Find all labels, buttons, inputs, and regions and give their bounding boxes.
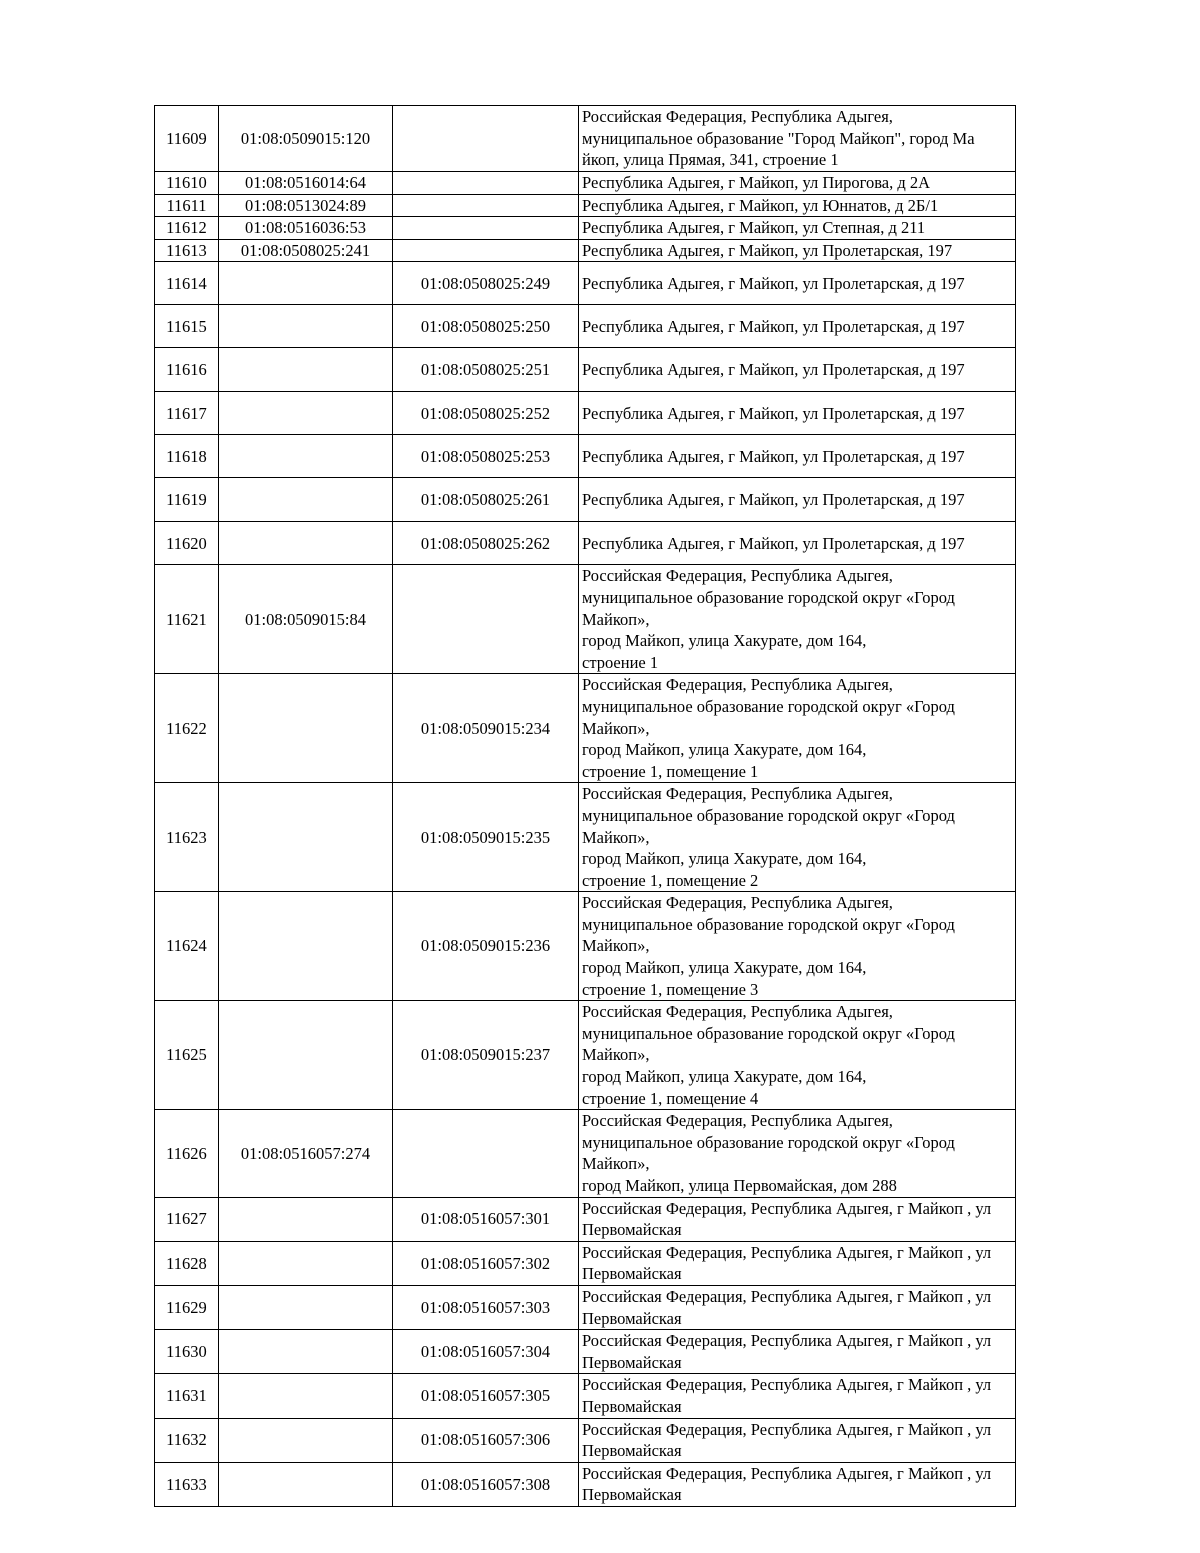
address-cell: Республика Адыгея, г Майкоп, ул Пролетарская, д 197 [579,348,1016,392]
row-number-cell: 11622 [155,674,219,783]
row-number-cell: 11613 [155,239,219,262]
building-cadastral-cell: 01:08:0516057:305 [393,1374,579,1418]
address-cell: Республика Адыгея, г Майкоп, ул Пролетарская, д 197 [579,522,1016,565]
table-row [155,239,1016,262]
address-cell: Российская Федерация, Республика Адыгея, г Майкоп , ул Первомайская [579,1418,1016,1462]
table-row [155,435,1016,478]
table-row [155,1330,1016,1374]
address-cell: Республика Адыгея, г Майкоп, ул Пирогова, д 2А [579,172,1016,195]
building-cadastral-cell: 01:08:0508025:250 [393,305,579,348]
address-cell: Российская Федерация, Республика Адыгея, г Майкоп , ул Первомайская [579,1197,1016,1241]
building-cadastral-cell [393,239,579,262]
table-row [155,106,1016,172]
address-cell: Российская Федерация, Республика Адыгея, муниципальное образование городской округ «Город Майкоп», город Майкоп, улица Хакурате, дом 164, строение 1 [579,565,1016,674]
land-cadastral-cell [219,262,393,305]
row-number-cell: 11615 [155,305,219,348]
address-cell: Российская Федерация, Республика Адыгея, муниципальное образование городской округ «Город Майкоп», город Майкоп, улица Хакурате, дом 164, строение 1, помещение 3 [579,892,1016,1001]
row-number-cell: 11612 [155,217,219,240]
row-number-cell: 11625 [155,1001,219,1110]
row-number-cell: 11618 [155,435,219,478]
table-row [155,1285,1016,1329]
row-number-cell: 11632 [155,1418,219,1462]
table-row [155,674,1016,783]
address-cell: Республика Адыгея, г Майкоп, ул Пролетарская, д 197 [579,435,1016,478]
address-cell: Республика Адыгея, г Майкоп, ул Пролетарская, д 197 [579,392,1016,435]
row-number-cell: 11626 [155,1110,219,1197]
land-cadastral-cell [219,1418,393,1462]
land-cadastral-cell [219,305,393,348]
table-row [155,1197,1016,1241]
land-cadastral-cell [219,1374,393,1418]
table-row [155,478,1016,522]
row-number-cell: 11628 [155,1241,219,1285]
building-cadastral-cell [393,106,579,172]
address-cell: Российская Федерация, Республика Адыгея, г Майкоп , ул Первомайская [579,1241,1016,1285]
land-cadastral-cell [219,348,393,392]
table-row [155,565,1016,674]
building-cadastral-cell: 01:08:0508025:262 [393,522,579,565]
row-number-cell: 11609 [155,106,219,172]
land-cadastral-cell: 01:08:0516057:274 [219,1110,393,1197]
land-cadastral-cell [219,1285,393,1329]
address-cell: Российская Федерация, Республика Адыгея, г Майкоп , ул Первомайская [579,1374,1016,1418]
table-row [155,305,1016,348]
table-row [155,392,1016,435]
row-number-cell: 11621 [155,565,219,674]
land-cadastral-cell [219,1241,393,1285]
row-number-cell: 11617 [155,392,219,435]
land-cadastral-cell: 01:08:0513024:89 [219,194,393,217]
address-cell: Российская Федерация, Республика Адыгея, г Майкоп , ул Первомайская [579,1462,1016,1506]
property-table-body [155,106,1016,1507]
row-number-cell: 11631 [155,1374,219,1418]
table-row [155,1374,1016,1418]
address-cell: Республика Адыгея, г Майкоп, ул Пролетарская, д 197 [579,305,1016,348]
land-cadastral-cell [219,478,393,522]
land-cadastral-cell [219,435,393,478]
land-cadastral-cell [219,1330,393,1374]
building-cadastral-cell: 01:08:0516057:308 [393,1462,579,1506]
address-cell: Российская Федерация, Республика Адыгея, муниципальное образование городской округ «Город Майкоп», город Майкоп, улица Хакурате, дом 164, строение 1, помещение 2 [579,783,1016,892]
building-cadastral-cell: 01:08:0508025:253 [393,435,579,478]
land-cadastral-cell: 01:08:0516014:64 [219,172,393,195]
table-row [155,1418,1016,1462]
address-cell: Республика Адыгея, г Майкоп, ул Пролетарская, д 197 [579,262,1016,305]
land-cadastral-cell [219,522,393,565]
row-number-cell: 11611 [155,194,219,217]
land-cadastral-cell [219,392,393,435]
address-cell: Российская Федерация, Республика Адыгея, муниципальное образование "Город Майкоп", город Ма йкоп, улица Прямая, 341, строение 1 [579,106,1016,172]
building-cadastral-cell: 01:08:0516057:301 [393,1197,579,1241]
building-cadastral-cell: 01:08:0509015:234 [393,674,579,783]
row-number-cell: 11620 [155,522,219,565]
row-number-cell: 11616 [155,348,219,392]
building-cadastral-cell: 01:08:0509015:237 [393,1001,579,1110]
table-row [155,1241,1016,1285]
land-cadastral-cell: 01:08:0509015:84 [219,565,393,674]
land-cadastral-cell [219,674,393,783]
building-cadastral-cell [393,172,579,195]
address-cell: Республика Адыгея, г Майкоп, ул Юннатов, д 2Б/1 [579,194,1016,217]
table-row [155,1110,1016,1197]
building-cadastral-cell: 01:08:0516057:303 [393,1285,579,1329]
building-cadastral-cell [393,217,579,240]
table-row [155,262,1016,305]
row-number-cell: 11619 [155,478,219,522]
row-number-cell: 11610 [155,172,219,195]
row-number-cell: 11614 [155,262,219,305]
building-cadastral-cell: 01:08:0508025:251 [393,348,579,392]
building-cadastral-cell: 01:08:0508025:252 [393,392,579,435]
land-cadastral-cell [219,783,393,892]
row-number-cell: 11627 [155,1197,219,1241]
table-row [155,217,1016,240]
address-cell: Республика Адыгея, г Майкоп, ул Пролетарская, д 197 [579,478,1016,522]
table-row [155,194,1016,217]
building-cadastral-cell: 01:08:0508025:261 [393,478,579,522]
property-table [154,105,1016,1507]
address-cell: Российская Федерация, Республика Адыгея, г Майкоп , ул Первомайская [579,1330,1016,1374]
table-row [155,783,1016,892]
land-cadastral-cell [219,892,393,1001]
table-row [155,522,1016,565]
land-cadastral-cell: 01:08:0508025:241 [219,239,393,262]
building-cadastral-cell: 01:08:0509015:235 [393,783,579,892]
table-row [155,172,1016,195]
row-number-cell: 11633 [155,1462,219,1506]
address-cell: Республика Адыгея, г Майкоп, ул Пролетарская, 197 [579,239,1016,262]
building-cadastral-cell: 01:08:0509015:236 [393,892,579,1001]
table-row [155,892,1016,1001]
land-cadastral-cell: 01:08:0509015:120 [219,106,393,172]
land-cadastral-cell [219,1001,393,1110]
row-number-cell: 11623 [155,783,219,892]
address-cell: Российская Федерация, Республика Адыгея, муниципальное образование городской округ «Город Майкоп», город Майкоп, улица Хакурате, дом 164, строение 1, помещение 1 [579,674,1016,783]
building-cadastral-cell: 01:08:0508025:249 [393,262,579,305]
land-cadastral-cell [219,1197,393,1241]
address-cell: Российская Федерация, Республика Адыгея, г Майкоп , ул Первомайская [579,1285,1016,1329]
building-cadastral-cell: 01:08:0516057:306 [393,1418,579,1462]
table-row [155,1462,1016,1506]
table-row [155,1001,1016,1110]
row-number-cell: 11629 [155,1285,219,1329]
land-cadastral-cell: 01:08:0516036:53 [219,217,393,240]
land-cadastral-cell [219,1462,393,1506]
address-cell: Российская Федерация, Республика Адыгея, муниципальное образование городской округ «Город Майкоп», город Майкоп, улица Первомайская, дом 288 [579,1110,1016,1197]
table-row [155,348,1016,392]
building-cadastral-cell [393,565,579,674]
building-cadastral-cell: 01:08:0516057:302 [393,1241,579,1285]
row-number-cell: 11630 [155,1330,219,1374]
building-cadastral-cell [393,194,579,217]
row-number-cell: 11624 [155,892,219,1001]
address-cell: Республика Адыгея, г Майкоп, ул Степная, д 211 [579,217,1016,240]
building-cadastral-cell: 01:08:0516057:304 [393,1330,579,1374]
building-cadastral-cell [393,1110,579,1197]
address-cell: Российская Федерация, Республика Адыгея, муниципальное образование городской округ «Город Майкоп», город Майкоп, улица Хакурате, дом 164, строение 1, помещение 4 [579,1001,1016,1110]
